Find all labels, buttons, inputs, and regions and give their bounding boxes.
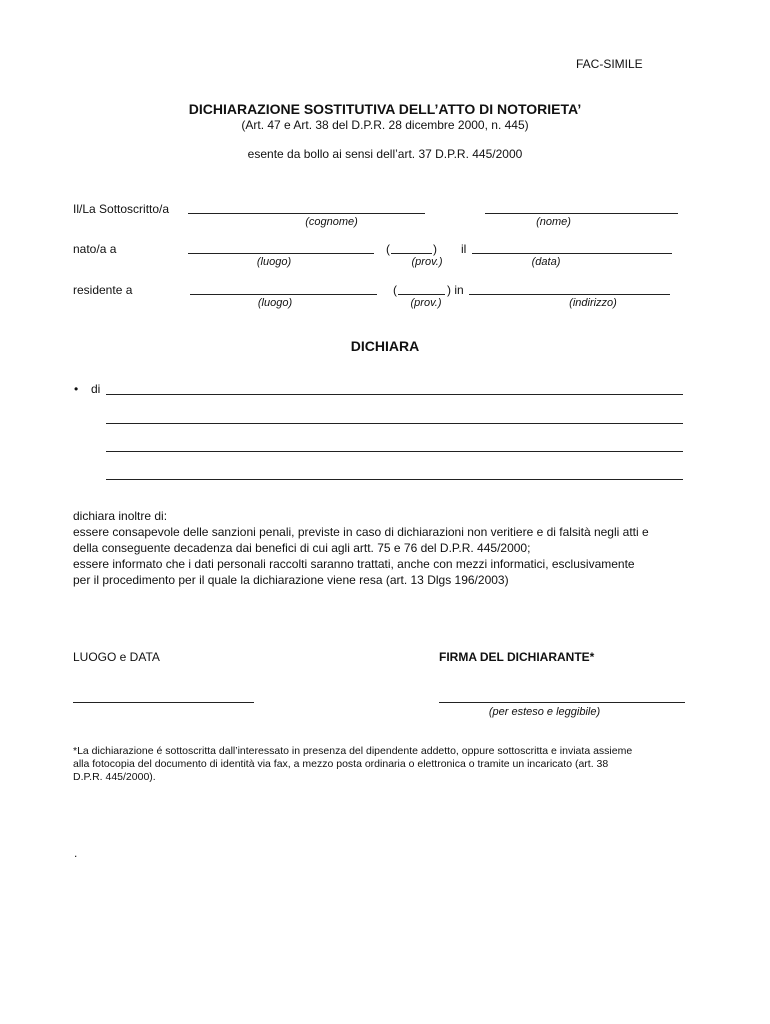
residente-label: residente a [73,283,133,297]
inoltre-line-4: per il procedimento per il quale la dichiarazione viene resa (art. 13 Dlgs 196/2003) [73,573,509,587]
bollo-note-text: esente da bollo ai sensi dell’art. 37 D.P.R. 445/2000 [247,147,523,161]
footnote [73,745,632,784]
nome-caption: (nome) [536,216,571,228]
nato-prov-field[interactable] [391,253,432,254]
dichiara-line-3[interactable] [106,451,683,452]
data-caption: (data) [531,256,561,268]
footnote-line-1: *La dichiarazione é sottoscritta dall’interessato in presenza del dipendente addetto, oppure sottoscritta e inviata assieme [73,745,633,757]
footnote-line-3: D.P.R. 445/2000). [73,771,156,783]
nato-label: nato/a a [73,242,117,256]
document-subtitle [0,118,770,132]
firma-field[interactable] [439,702,685,703]
dichiara-heading-text: DICHIARA [350,338,420,354]
dichiara-heading [0,338,770,354]
cognome-caption: (cognome) [305,216,358,228]
res-luogo-caption: (luogo) [257,297,293,309]
footnote-line-2: alla fotocopia del documento di identità via fax, a mezzo posta ordinaria o elettronica o tramite un incaricato (art. 38 [73,758,609,770]
di-label: di [91,382,101,396]
inoltre-line-3: essere informato che i dati personali raccolti saranno trattati, anche con mezzi informatici, esclusivamente [73,557,635,571]
firma-caption: (per esteso e leggibile) [488,706,601,718]
firma-label: FIRMA DEL DICHIARANTE* [439,650,595,664]
res-prov-caption: (prov.) [410,297,442,309]
indirizzo-caption: (indirizzo) [569,297,617,309]
data-nascita-field[interactable] [472,253,672,254]
dichiara-line-2[interactable] [106,423,683,424]
residente-luogo-field[interactable] [190,294,377,295]
nome-field[interactable] [485,213,678,214]
luogo-data-label: LUOGO e DATA [73,650,160,664]
bullet: • [74,382,79,396]
document-subtitle-text: (Art. 47 e Art. 38 del D.P.R. 28 dicembre 2000, n. 445) [241,118,529,132]
res-prov-close: ) in [447,283,464,297]
nato-prov-open: ( [386,242,390,256]
inoltre-line-1: essere consapevole delle sanzioni penali, previste in caso di dichiarazioni non veritiere e di falsità negli atti e [73,525,649,539]
trailing-dot: . [74,846,78,860]
sottoscritto-label: Il/La Sottoscritto/a [73,202,170,216]
document-title-text: DICHIARAZIONE SOSTITUTIVA DELL’ATTO DI NOTORIETA’ [188,101,582,117]
nato-luogo-caption: (luogo) [256,256,292,268]
dichiara-line-4[interactable] [106,479,683,480]
nato-luogo-field[interactable] [188,253,374,254]
nato-prov-close: ) [433,242,437,256]
il-label: il [461,242,467,256]
inoltre-line-2: della conseguente decadenza dai benefici di cui agli artt. 75 e 76 del D.P.R. 445/2000; [73,541,531,555]
inoltre-intro: dichiara inoltre di: [73,509,168,523]
dichiara-line-1[interactable] [106,394,683,395]
bollo-note [0,147,770,161]
cognome-field[interactable] [188,213,425,214]
indirizzo-field[interactable] [469,294,670,295]
inoltre-block [73,508,649,588]
document-title [0,101,770,117]
fac-simile-label: FAC-SIMILE [576,57,643,71]
res-prov-open: ( [393,283,397,297]
res-prov-field[interactable] [398,294,445,295]
luogo-data-field[interactable] [73,702,254,703]
nato-prov-caption: (prov.) [411,256,443,268]
